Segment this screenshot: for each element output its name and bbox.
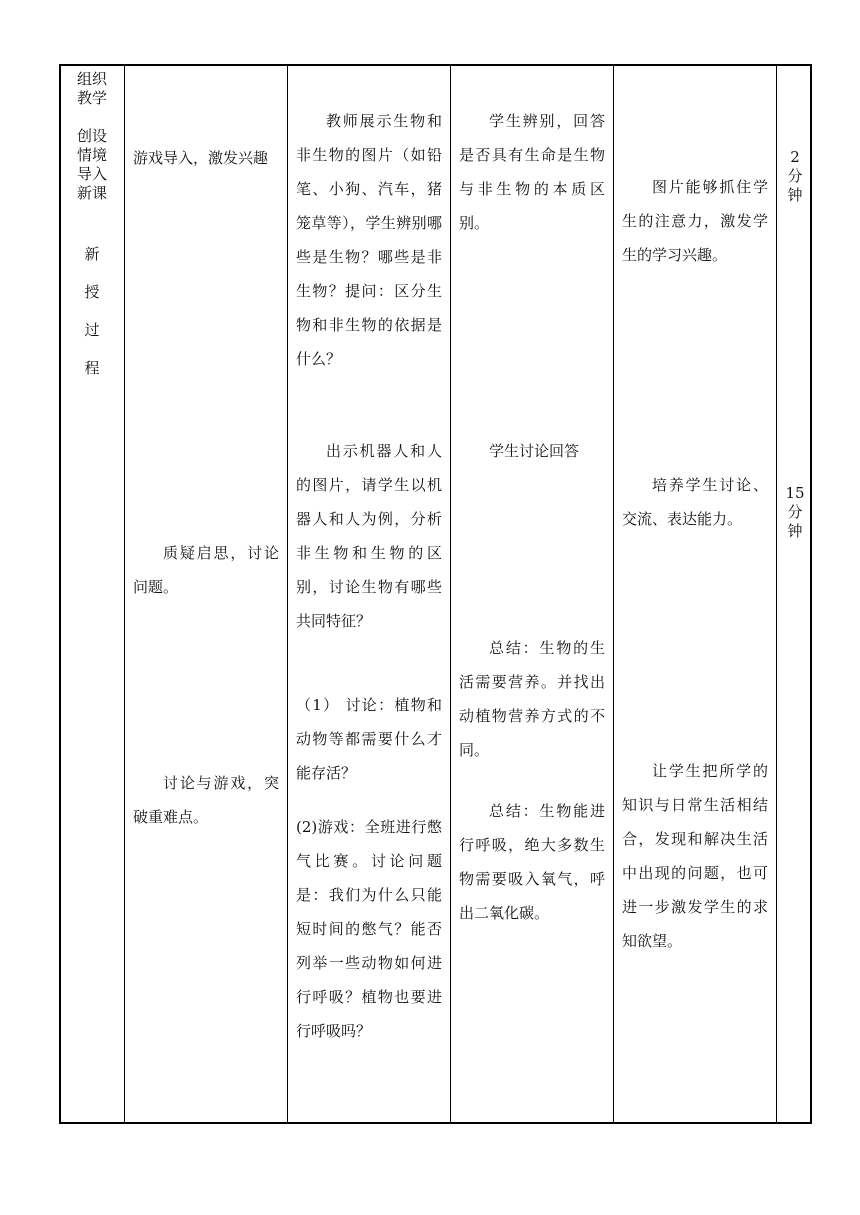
teacher-cell	[296, 104, 442, 376]
stage-intro-line: 情境	[76, 146, 107, 164]
column-divider	[450, 66, 451, 1122]
time-unit-char: 分	[787, 503, 803, 521]
student-cell	[459, 104, 605, 240]
stage-column	[63, 70, 121, 387]
stage-section-char: 过	[84, 321, 100, 339]
purpose-cell	[622, 170, 768, 272]
time-value: 2	[790, 148, 800, 166]
student-cell	[459, 631, 605, 767]
teacher-text: 教师展示生物和非生物的图片（如铅笔、小狗、汽车，猪笼草等），学生辨别哪些是生物？哪些是非生物？提问：区分生物和非生物的依据是什么？	[296, 112, 442, 368]
stage-section-char: 授	[84, 283, 100, 301]
activity-cell	[133, 536, 279, 604]
purpose-cell	[622, 754, 768, 958]
column-divider	[613, 66, 614, 1122]
column-divider	[287, 66, 288, 1122]
student-cell	[459, 434, 605, 468]
student-text: 学生辨别，回答是否具有生命是生物与非生物的本质区别。	[459, 112, 605, 232]
time-unit-char: 分	[787, 167, 803, 185]
stage-organize-line: 组织	[76, 70, 107, 88]
student-text: 学生讨论回答	[489, 442, 580, 460]
student-cell	[459, 794, 605, 930]
student-text: 总结：生物能进行呼吸，绝大多数生物需要吸入氧气，呼出二氧化碳。	[459, 802, 605, 922]
stage-section-char: 程	[84, 359, 100, 377]
student-text: 总结：生物的生活需要营养。并找出动植物营养方式的不同。	[459, 639, 605, 759]
time-unit-char: 钟	[787, 186, 803, 204]
teacher-text: （1） 讨论：植物和动物等都需要什么才能存活？	[296, 696, 442, 782]
activity-cell	[133, 766, 279, 834]
time-cell	[778, 484, 812, 541]
time-value: 15	[785, 484, 805, 502]
purpose-cell	[622, 468, 768, 536]
activity-cell	[133, 141, 279, 175]
activity-text: 质疑启思，讨论问题。	[133, 544, 279, 596]
teacher-cell	[296, 688, 442, 790]
stage-intro-line: 新课	[76, 184, 107, 202]
teacher-text: (2)游戏：全班进行憋气比赛。讨论问题是：我们为什么只能短时间的憋气？能否列举一些动物如何进行呼吸？植物也要进行呼吸吗？	[296, 818, 442, 1040]
teacher-text: 出示机器人和人的图片，请学生以机器人和人为例，分析非生物和生物的区别，讨论生物有哪些共同特征？	[296, 442, 442, 630]
purpose-text: 让学生把所学的知识与日常生活相结合，发现和解决生活中出现的问题，也可进一步激发学生的求知欲望。	[622, 762, 768, 950]
stage-organize-line: 教学	[76, 89, 107, 107]
activity-text: 讨论与游戏，突破重难点。	[133, 774, 279, 826]
teacher-cell	[296, 434, 442, 638]
column-divider	[776, 66, 777, 1122]
purpose-text: 图片能够抓住学生的注意力，激发学生的学习兴趣。	[622, 178, 768, 264]
teacher-cell	[296, 810, 442, 1048]
purpose-text: 培养学生讨论、交流、表达能力。	[622, 476, 768, 528]
lesson-plan-table	[59, 64, 812, 1124]
stage-intro-line: 导入	[76, 165, 107, 183]
stage-intro-line: 创设	[76, 127, 107, 145]
column-divider	[124, 66, 125, 1122]
activity-text: 游戏导入，激发兴趣	[133, 149, 269, 167]
stage-section-char: 新	[84, 245, 100, 263]
time-unit-char: 钟	[787, 522, 803, 540]
time-cell	[778, 148, 812, 205]
